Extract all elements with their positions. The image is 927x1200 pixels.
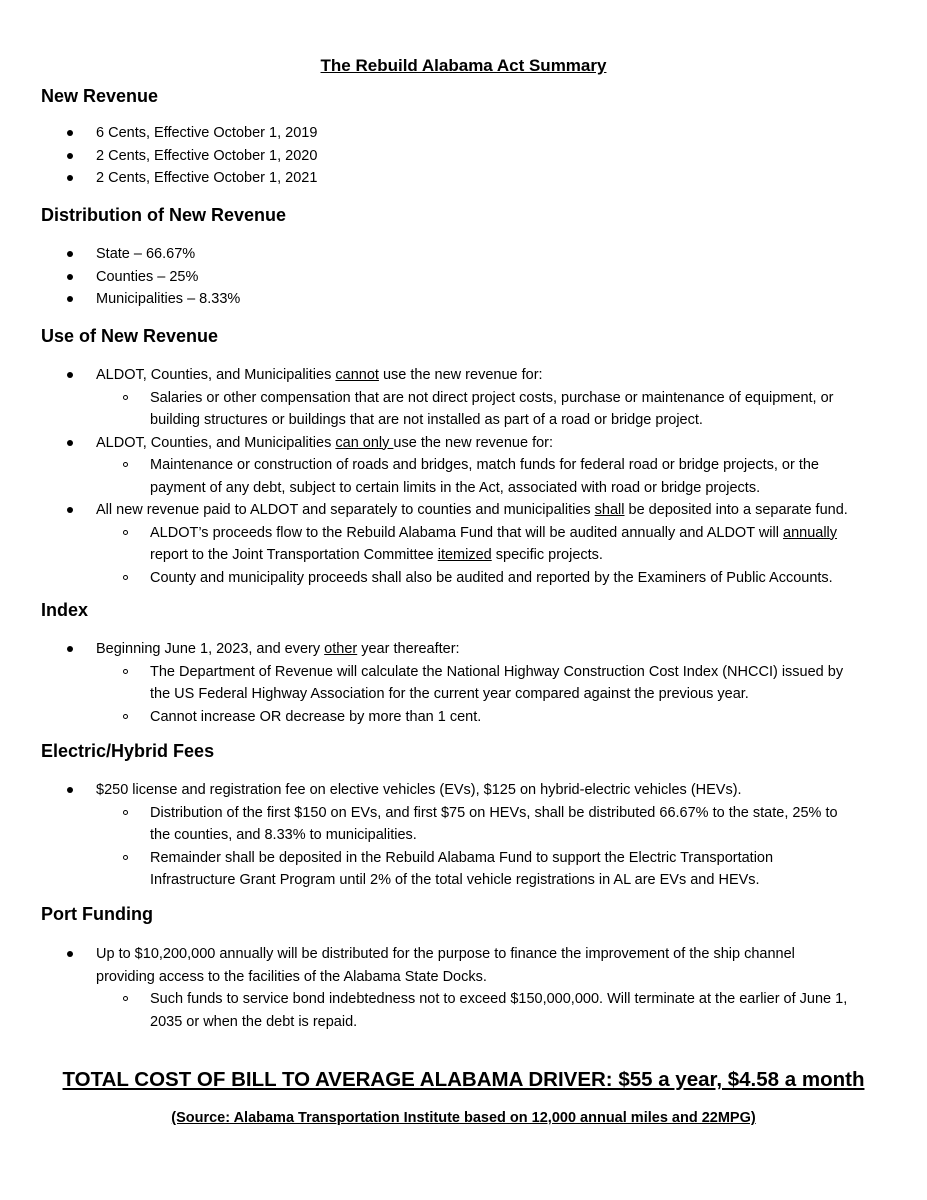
new-revenue-list (0, 122, 927, 190)
use-list (0, 364, 927, 589)
list-item: 6 Cents, Effective October 1, 2019 (0, 122, 927, 145)
list-item: 2 Cents, Effective October 1, 2020 (0, 145, 927, 168)
sub-list-item: ALDOT’s proceeds flow to the Rebuild Alabama Fund that will be audited annually and ALDOT will annually report to the Joint Transportation Committee itemized specific projects. (0, 522, 927, 567)
circle-bullet-icon (123, 462, 128, 467)
bullet-icon (67, 175, 73, 181)
bullet-icon (67, 787, 73, 793)
electric-list (0, 779, 927, 892)
bullet-icon (67, 130, 73, 136)
list-item: Beginning June 1, 2023, and every other year thereafter: (0, 638, 927, 661)
heading-electric-hybrid: Electric/Hybrid Fees (41, 741, 215, 761)
heading-index: Index (41, 600, 89, 620)
sub-list-item: Such funds to service bond indebtedness not to exceed $150,000,000. Will terminate at the earlier of June 1, 2035 or when the debt is repaid. (0, 988, 927, 1033)
list-item: Municipalities – 8.33% (0, 288, 927, 311)
bullet-icon (67, 296, 73, 302)
circle-bullet-icon (123, 530, 128, 535)
heading-new-revenue: New Revenue (41, 86, 159, 106)
circle-bullet-icon (123, 575, 128, 580)
bullet-icon (67, 507, 73, 513)
total-cost-statement: TOTAL COST OF BILL TO AVERAGE ALABAMA DRIVER: $55 a year, $4.58 a month (62, 1068, 865, 1091)
list-item: ALDOT, Counties, and Municipalities cannot use the new revenue for: (0, 364, 927, 387)
heading-use-of-revenue: Use of New Revenue (41, 326, 219, 346)
sub-list-item: Distribution of the first $150 on EVs, and first $75 on HEVs, shall be distributed 66.67% to the state, 25% to the counties, and 8.33% to municipalities. (0, 802, 927, 847)
circle-bullet-icon (123, 996, 128, 1001)
sub-list-item: Maintenance or construction of roads and bridges, match funds for federal road or bridge projects, or the payment of any debt, subject to certain limits in the Act, associated with road or bridge projects. (0, 454, 927, 499)
bullet-icon (67, 153, 73, 159)
page-title: The Rebuild Alabama Act Summary (320, 56, 607, 75)
list-item: State – 66.67% (0, 243, 927, 266)
list-item: Counties – 25% (0, 266, 927, 289)
bullet-icon (67, 646, 73, 652)
sub-list-item: The Department of Revenue will calculate the National Highway Construction Cost Index (NHCCI) issued by the US Federal Highway Association for the current year compared against the previous year. (0, 661, 927, 706)
circle-bullet-icon (123, 714, 128, 719)
bullet-icon (67, 372, 73, 378)
list-item: 2 Cents, Effective October 1, 2021 (0, 167, 927, 190)
index-list (0, 638, 927, 728)
bullet-icon (67, 951, 73, 957)
bullet-icon (67, 440, 73, 446)
list-item: ALDOT, Counties, and Municipalities can only use the new revenue for: (0, 432, 927, 455)
list-item: All new revenue paid to ALDOT and separately to counties and municipalities shall be deposited into a separate fund. (0, 499, 927, 522)
list-item: $250 license and registration fee on elective vehicles (EVs), $125 on hybrid-electric vehicles (HEVs). (0, 779, 927, 802)
sub-list-item: Salaries or other compensation that are not direct project costs, purchase or maintenance of equipment, or building structures or buildings that are not installed as part of a road or bridge project. (0, 387, 927, 432)
port-list (0, 943, 927, 1033)
circle-bullet-icon (123, 855, 128, 860)
sub-list-item: Remainder shall be deposited in the Rebuild Alabama Fund to support the Electric Transportation Infrastructure Grant Program until 2% of the total vehicle registrations in AL are EVs and HEVs. (0, 847, 927, 892)
source-note: (Source: Alabama Transportation Institute based on 12,000 annual miles and 22MPG) (171, 1110, 756, 1126)
bullet-icon (67, 251, 73, 257)
sub-list-item: Cannot increase OR decrease by more than 1 cent. (0, 706, 927, 729)
sub-list-item: County and municipality proceeds shall also be audited and reported by the Examiners of Public Accounts. (0, 567, 927, 590)
heading-port-funding: Port Funding (41, 904, 153, 924)
circle-bullet-icon (123, 395, 128, 400)
bullet-icon (67, 274, 73, 280)
circle-bullet-icon (123, 810, 128, 815)
list-item: Up to $10,200,000 annually will be distributed for the purpose to finance the improvement of the ship channel providing access to the facilities of the Alabama State Docks. (0, 943, 927, 988)
distribution-list (0, 243, 927, 311)
circle-bullet-icon (123, 669, 128, 674)
heading-distribution: Distribution of New Revenue (41, 205, 287, 225)
